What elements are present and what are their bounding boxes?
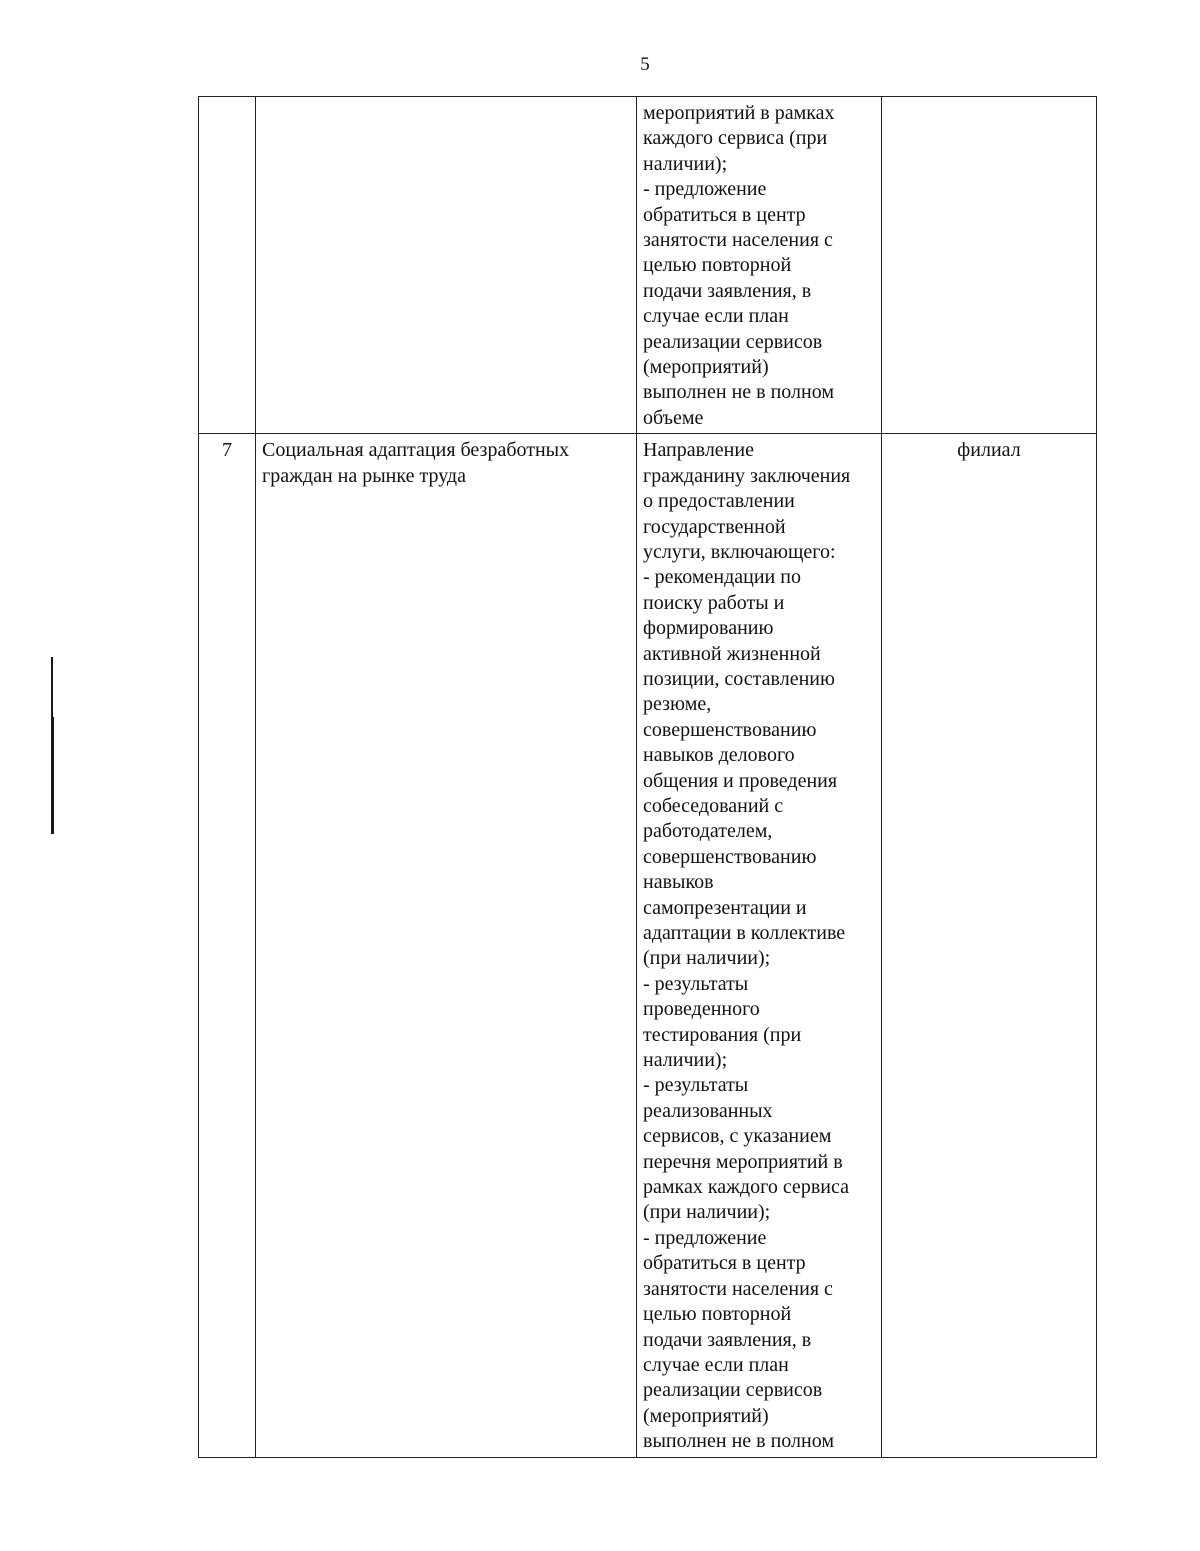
service-result-line: объеме [643, 406, 704, 429]
service-result-line: целью повторной [643, 1303, 792, 1326]
service-result-line: занятости населения с [643, 1277, 833, 1300]
service-result-line: позиции, составлению [643, 667, 835, 690]
service-result-cell [637, 434, 882, 1457]
service-result-line: наличии); [643, 152, 728, 175]
service-result-line: активной жизненной [643, 642, 821, 665]
service-result-line: (мероприятий) [643, 356, 769, 379]
service-result-line: формированию [643, 617, 774, 640]
service-result-line: реализации сервисов [643, 1379, 823, 1402]
scan-margin-mark [51, 657, 53, 717]
service-result-line: случае если план [643, 1353, 789, 1376]
service-result-line: поиску работы и [643, 591, 785, 614]
service-result-line: реализованных [643, 1099, 773, 1122]
service-result-line: услуги, включающего: [643, 540, 836, 563]
row-number-cell [199, 97, 256, 434]
service-result-line: гражданину заключения [643, 464, 851, 487]
service-result-line: проведенного [643, 998, 760, 1021]
service-result-line: наличии); [643, 1049, 728, 1072]
executor-cell: филиал [882, 434, 1097, 1457]
service-result-line: обратиться в центр [643, 1252, 806, 1275]
service-result-line: выполнен не в полном [643, 1430, 835, 1453]
service-name-line: Социальная адаптация безработных [262, 439, 570, 462]
service-result-line: резюме, [643, 693, 712, 716]
service-name-cell [256, 434, 637, 1457]
service-result-line: каждого сервиса (при [643, 127, 828, 150]
service-result-line: государственной [643, 515, 786, 538]
service-result-line: работодателем, [643, 820, 773, 843]
service-result-line: (при наличии); [643, 1201, 771, 1224]
service-result-line: адаптации в коллективе [643, 922, 846, 944]
services-table [198, 96, 1097, 1458]
service-result-line: рамках каждого сервиса [643, 1176, 849, 1199]
service-result-line: самопрезентации и [643, 896, 807, 919]
service-result-line: совершенствованию [643, 718, 817, 741]
service-result-line: о предоставлении [643, 490, 795, 513]
service-result-line: подачи заявления, в [643, 1328, 812, 1351]
row-number-cell: 7 [199, 434, 256, 1457]
service-result-line: целью повторной [643, 254, 792, 277]
service-result-line: - предложение [643, 178, 767, 201]
table-row [199, 97, 1097, 434]
service-result-line: - результаты [643, 972, 749, 995]
service-result-line: перечня мероприятий в [643, 1150, 843, 1173]
service-result-line: обратиться в центр [643, 203, 806, 226]
table-row [199, 434, 1097, 1457]
service-result-line: сервисов, с указанием [643, 1125, 832, 1148]
service-name-line: граждан на рынке труда [262, 464, 466, 487]
service-result-line: случае если план [643, 305, 789, 328]
service-result-line: выполнен не в полном [643, 381, 835, 404]
service-result-line: реализации сервисов [643, 330, 823, 353]
table-body [199, 97, 1097, 1458]
service-result-line: занятости населения с [643, 229, 833, 252]
service-result-line: навыков [643, 871, 714, 894]
scan-margin-mark [51, 717, 54, 834]
service-result-line: (при наличии); [643, 947, 771, 970]
service-result-line: - рекомендации по [643, 566, 801, 589]
service-result-line: - предложение [643, 1226, 767, 1249]
service-result-line: общения и проведения [643, 769, 838, 792]
service-result-line: мероприятий в рамках [643, 102, 835, 124]
service-result-line: собеседований с [643, 794, 784, 817]
service-result-line: Направление [643, 439, 754, 462]
service-name-cell [256, 97, 637, 434]
service-result-line: - результаты [643, 1074, 749, 1097]
service-result-line: совершенствованию [643, 845, 817, 868]
page-number: 5 [640, 54, 650, 75]
service-result-line: тестирования (при [643, 1023, 802, 1046]
executor-cell [882, 97, 1097, 434]
service-result-cell [637, 97, 882, 434]
service-result-line: подачи заявления, в [643, 279, 812, 302]
service-result-line: навыков делового [643, 744, 795, 767]
service-result-line: (мероприятий) [643, 1404, 769, 1427]
